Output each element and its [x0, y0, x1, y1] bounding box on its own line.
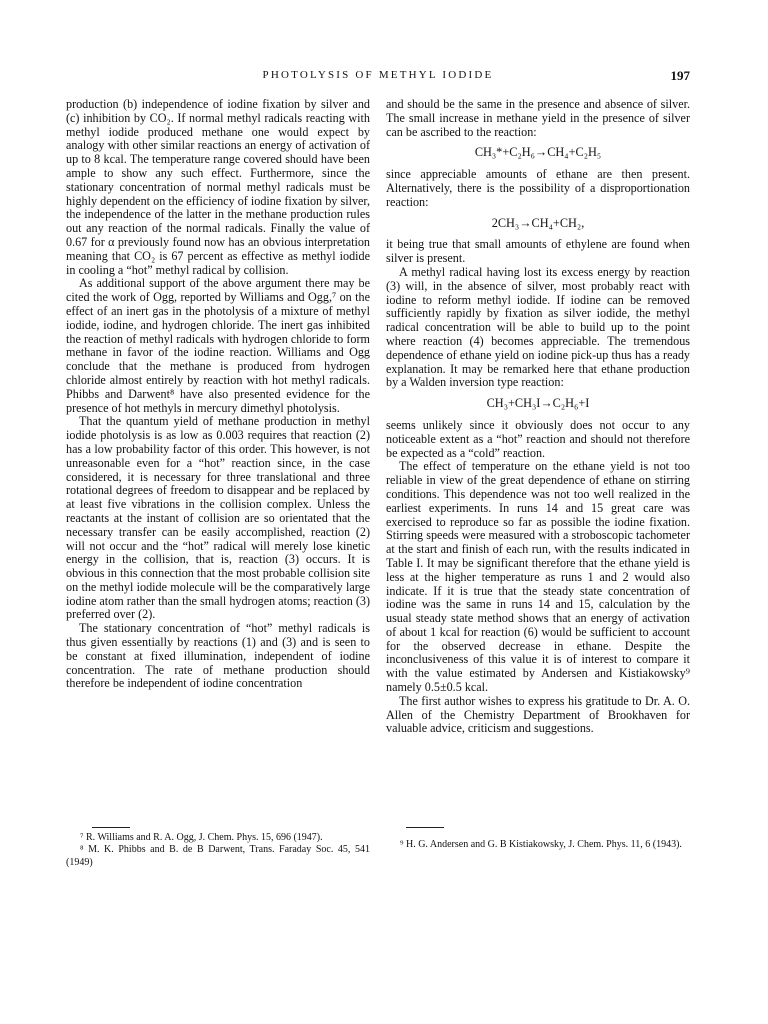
paragraph: A methyl radical having lost its excess energy by reaction (3) will, in the absence of silver, most probably react with iodine to reform methyl iodide. If iodine can be removed sufficiently rapidly by fixation as silver iodide, the methyl radical concentration will be able to build up to the point where reaction (4) becomes appreciable. The tremendous dependence of ethane yield on iodine pick-up thus has a ready explanation. It may be remarked here that ethane production by a Walden inversion type reaction:: [386, 264, 690, 390]
right-column: [386, 98, 690, 736]
paragraph: seems unlikely since it obviously does not occur to any noticeable extent as a “hot” reaction and should not therefore be expected as a “cold” reaction.: [386, 417, 690, 460]
paragraph: The stationary concentration of “hot” methyl radicals is thus given essentially by reactions (1) and (3) and is seen to be constant at fixed illumination, independent of iodine concentration. The rate of methane production should therefore be independent of iodine concentration: [66, 621, 370, 691]
footnote: ⁸ M. K. Phibbs and B. de B Darwent, Trans. Faraday Soc. 45, 541 (1949): [66, 844, 370, 868]
paragraph: since appreciable amounts of ethane are then present. Alternatively, there is the possibility of a disproportionation reaction:: [386, 167, 690, 209]
paragraph: As additional support of the above argument there may be cited the work of Ogg, reported by Williams and Ogg,⁷ on the effect of an inert gas in the photolysis of a mixture of methyl iodide, iodine, and hydrogen chloride. The inert gas inhibited the reaction of methyl radicals with hydrogen chloride to form methane in favor of the iodine reaction. Williams and Ogg conclude that the methane is produced from hydrogen chloride almost entirely by reaction with hot methyl radicals. Phibbs and Darwent⁸ have also presented evidence for the presence of hot methyls in mercury dimethyl photolysis.: [66, 276, 370, 415]
paragraph: and should be the same in the presence and absence of silver. The small increase in methane yield in the presence of silver can be ascribed to the reaction:: [386, 97, 690, 139]
footnote-divider: [406, 827, 444, 828]
paragraph: production (b) independence of iodine fixation by silver and (c) inhibition by CO₂. If normal methyl radicals reacting with methyl iodide produced methane one would expect by analogy with other similar reactions an energy of activation of up to 8 kcal. The temperature range covered should have been ample to show any such effect. Furthermore, since the stationary concentration of normal methyl radicals must be highly dependent on the efficiency of iodine fixation by silver, the independence of the latter in the methane production rules out any reaction of the normal radicals. Finally the value of 0.67 for α previously found now has an obvious interpretation meaning that CO₂ is 67 percent as effective as methyl iodide in cooling a “hot” methyl radical by collision.: [66, 97, 370, 277]
equation: 2CH₃→CH₄+CH₂,: [491, 215, 585, 230]
footnote: ⁷ R. Williams and R. A. Ogg, J. Chem. Phys. 15, 696 (1947).: [80, 832, 323, 843]
equation: CH₃*+C₂H₆→CH₄+C₂H₅: [474, 145, 602, 160]
paragraph: it being true that small amounts of ethylene are found when silver is present.: [386, 237, 690, 266]
left-column: [66, 98, 370, 691]
paragraph: That the quantum yield of methane production in methyl iodide photolysis is as low as 0.003 requires that reaction (2) has a low probability factor of this order. This however, is not unreasonable even for a “hot” reaction since, in the case considered, it is necessary for three translational and three rotational degrees of freedom to disappear and be replaced by at least five vibrations in the collision complex. Unless the reactants at the instant of collision are so orientated that the necessary transfer can be easily accomplished, reaction (2) will not occur and the “hot” radical will merely lose kinetic energy in the collision, that is, reaction (3) occurs. It is obvious in this connection that the most probable collision site on the methyl iodide molecule will be the comparatively large iodine atom rather than the small hydrogen atoms; reaction (3) preferred over (2).: [66, 414, 370, 622]
running-title: PHOTOLYSIS OF METHYL IODIDE: [262, 69, 494, 81]
equation: CH₃+CH₃I→C₂H₆+I: [486, 396, 590, 411]
paragraph: The effect of temperature on the ethane yield is not too reliable in view of the great dependence of ethane on stirring conditions. This dependence was not too well realized in the earliest experiments. In runs 14 and 15 great care was exercised to reproduce so far as possible the iodine fixation. Stirring speeds were measured with a stroboscopic tachometer at the start and finish of each run, with the results indicated in Table I. It may be significant therefore that the ethane yield is less at the higher temperature as runs 1 and 2 would also indicate. If it is true that the steady state concentration of iodine was the same in runs 14 and 15, calculation by the usual steady state method shows that an energy of activation of about 1 kcal for reaction (6) would be sufficient to account for the observed decrease in ethane. Despite the inconclusiveness of this value it is of interest to compare it with the value estimated by Andersen and Kistiakowsky⁹ namely 0.5±0.5 kcal.: [386, 459, 690, 695]
footnotes-left: [66, 832, 370, 869]
footnote: ⁹ H. G. Andersen and G. B Kistiakowsky, J. Chem. Phys. 11, 6 (1943).: [400, 839, 682, 850]
paragraph: The first author wishes to express his gratitude to Dr. A. O. Allen of the Chemistry Department of Brookhaven for valuable advice, criticism and suggestions.: [386, 693, 690, 736]
footnotes-right: [386, 839, 690, 851]
footnote-divider: [92, 827, 130, 828]
page-header: [66, 68, 690, 84]
page-number: 197: [670, 68, 690, 83]
